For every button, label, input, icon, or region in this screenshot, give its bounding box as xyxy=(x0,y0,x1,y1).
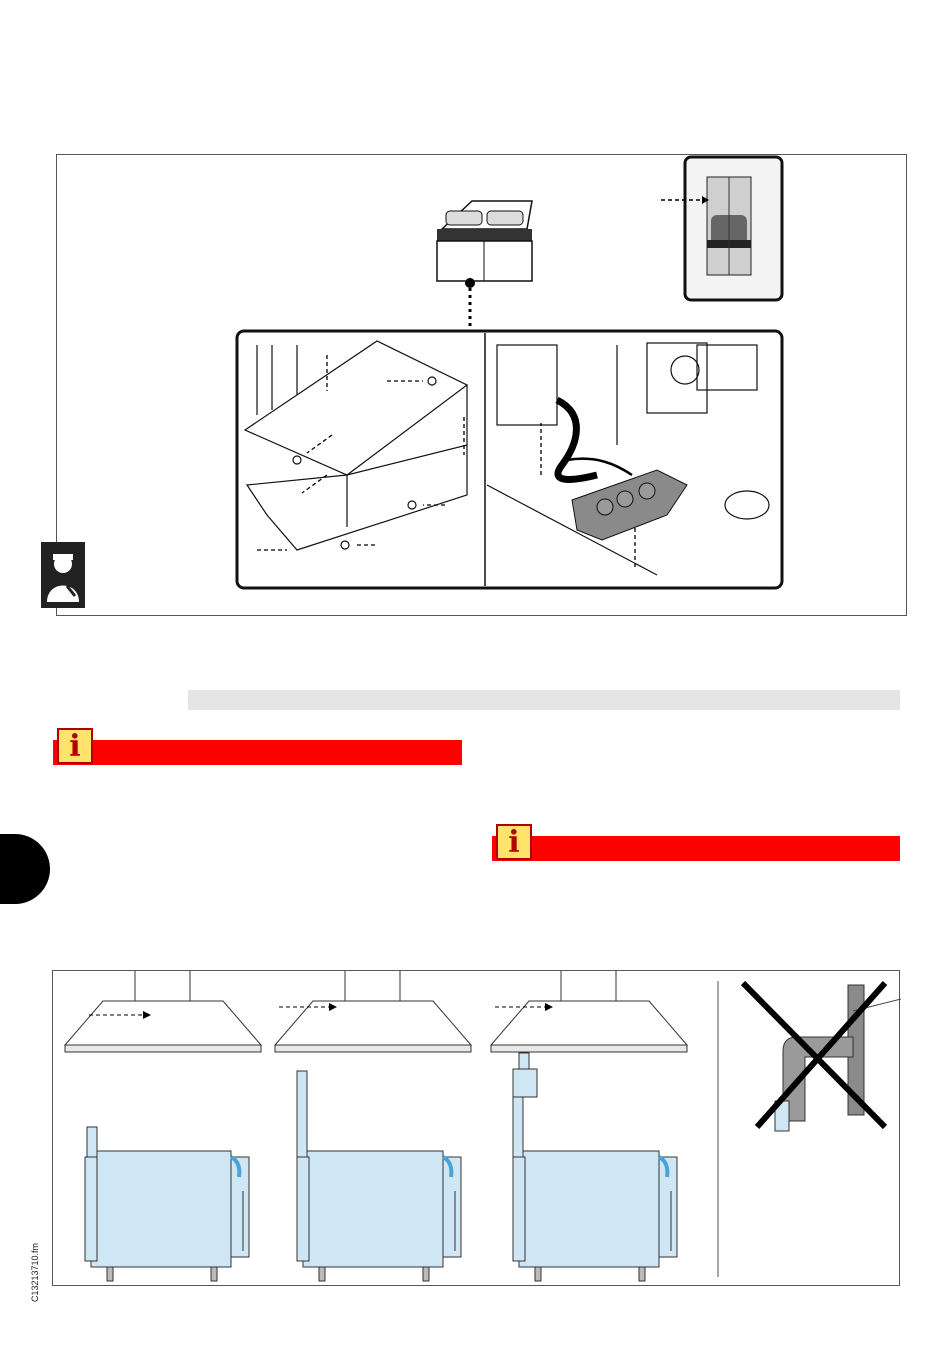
hood-installation-figure xyxy=(52,970,900,1286)
hood-panel-3 xyxy=(491,971,687,1281)
hood-panel-1 xyxy=(65,971,261,1281)
hood-drawing xyxy=(53,971,901,1287)
info-icon: i xyxy=(496,824,532,860)
section-heading-bar xyxy=(188,690,900,710)
installation-drawing xyxy=(57,155,908,617)
installation-figure xyxy=(56,154,907,616)
switch-detail xyxy=(661,157,782,300)
technician-icon xyxy=(41,542,85,608)
detail-panel xyxy=(237,331,782,588)
page-tab xyxy=(0,834,50,904)
warning-bar-right xyxy=(492,836,900,861)
appliance-overview xyxy=(437,201,532,288)
info-icon: i xyxy=(57,728,93,764)
document-code: C13213710.fm xyxy=(30,1242,40,1302)
hood-panel-2 xyxy=(275,971,471,1281)
warning-bar-left xyxy=(53,740,462,765)
prohibited-configuration xyxy=(775,985,901,1131)
